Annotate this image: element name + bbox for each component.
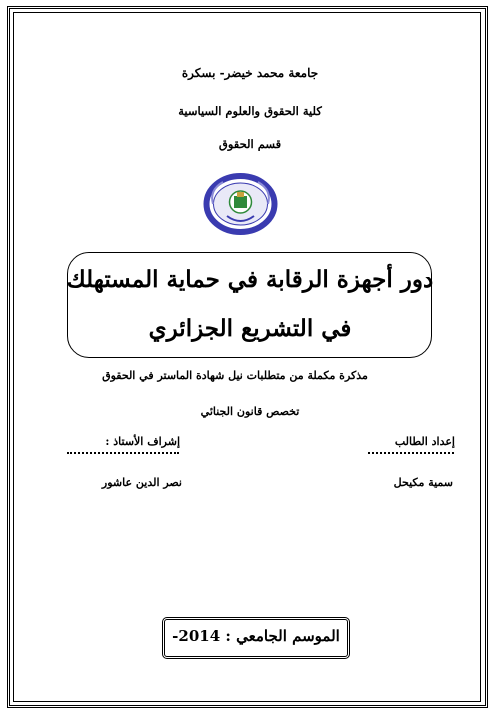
supervised-by-label: إشراف الأستاذ : [105,435,180,448]
academic-season: الموسم الجامعي : 2014- [172,627,340,645]
supervisor-name: نصر الدين عاشور [101,476,182,489]
supervised-by-underline [67,452,179,454]
university-seal-icon [203,170,278,238]
thesis-title-line2: في التشريع الجزائري [148,315,352,342]
faculty-name: كلية الحقوق والعلوم السياسية [178,104,322,118]
thesis-title-line1: دور أجهزة الرقابة في حماية المستهلك [66,266,434,293]
university-name: جامعة محمد خيضر- بسكرة [181,66,319,80]
memo-description: مذكرة مكملة من متطلبات نيل شهادة الماستر في الحقوق [102,369,368,382]
department-name: قسم الحقوق [218,137,282,151]
student-name: سمية مكيحل [393,476,453,489]
specialization: تخصص قانون الجنائي [200,405,300,418]
prepared-by-underline [368,452,454,454]
prepared-by-label: إعداد الطالب [394,435,455,448]
